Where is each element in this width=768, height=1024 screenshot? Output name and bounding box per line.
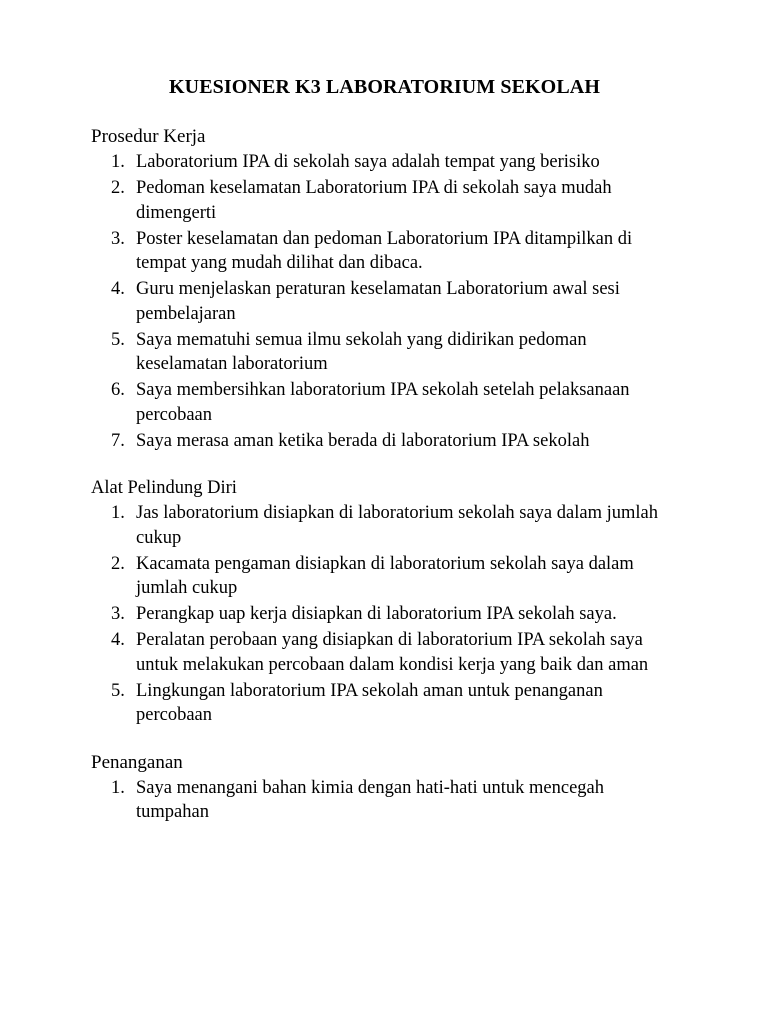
- item-text: Guru menjelaskan peraturan keselamatan Laboratorium awal sesi pembelajaran: [136, 279, 620, 324]
- section-alat-pelindung-diri: [91, 475, 678, 728]
- item-text: Kacamata pengaman disiapkan di laboratorium sekolah saya dalam jumlah cukup: [136, 553, 634, 598]
- list-item: [91, 429, 678, 454]
- question-list: [91, 776, 678, 825]
- list-item: [91, 176, 678, 225]
- section-heading: Alat Pelindung Diri: [91, 478, 237, 498]
- item-text: Poster keselamatan dan pedoman Laboratorium IPA ditampilkan di tempat yang mudah dilihat dan dibaca.: [136, 228, 633, 273]
- question-list: [91, 501, 678, 728]
- section-heading: Prosedur Kerja: [91, 126, 206, 147]
- item-text: Lingkungan laboratorium IPA sekolah aman untuk penanganan percobaan: [136, 680, 603, 725]
- item-number: 6.: [111, 380, 125, 400]
- item-text: Perangkap uap kerja disiapkan di laboratorium IPA sekolah saya.: [136, 604, 617, 624]
- item-number: 4.: [111, 630, 125, 650]
- item-number: 2.: [111, 178, 125, 198]
- list-item: [91, 227, 678, 276]
- section-penanganan: [91, 750, 678, 825]
- list-item: [91, 628, 678, 677]
- item-text: Peralatan perobaan yang disiapkan di laboratorium IPA sekolah saya untuk melakukan percobaan dalam kondisi kerja yang baik dan aman: [136, 630, 649, 675]
- item-number: 4.: [111, 279, 125, 299]
- list-item: [91, 150, 678, 175]
- item-text: Pedoman keselamatan Laboratorium IPA di sekolah saya mudah dimengerti: [136, 178, 612, 223]
- item-number: 5.: [111, 680, 125, 701]
- item-number: 1.: [111, 777, 125, 798]
- question-list: [91, 150, 678, 453]
- list-item: [91, 328, 678, 377]
- item-number: 2.: [111, 553, 125, 574]
- item-number: 7.: [111, 430, 125, 451]
- item-number: 5.: [111, 329, 125, 350]
- list-item: [91, 277, 678, 326]
- list-item: [91, 552, 678, 601]
- section-prosedur-kerja: [91, 124, 678, 453]
- item-text: Jas laboratorium disiapkan di laboratorium sekolah saya dalam jumlah cukup: [136, 503, 658, 548]
- item-number: 3.: [111, 604, 125, 624]
- item-number: 1.: [111, 152, 125, 172]
- item-number: 3.: [111, 228, 125, 249]
- item-text: Laboratorium IPA di sekolah saya adalah tempat yang berisiko: [136, 152, 600, 172]
- list-item: [91, 501, 678, 550]
- list-item: [91, 602, 678, 627]
- list-item: [91, 776, 678, 825]
- section-heading: Penanganan: [91, 751, 183, 773]
- document-title: KUESIONER K3 LABORATORIUM SEKOLAH: [169, 76, 600, 98]
- item-text: Saya merasa aman ketika berada di laboratorium IPA sekolah: [136, 430, 590, 451]
- item-text: Saya mematuhi semua ilmu sekolah yang didirikan pedoman keselamatan laboratorium: [136, 329, 587, 374]
- item-text: Saya membersihkan laboratorium IPA sekolah setelah pelaksanaan percobaan: [136, 380, 630, 425]
- item-number: 1.: [111, 503, 125, 523]
- list-item: [91, 679, 678, 728]
- list-item: [91, 378, 678, 427]
- item-text: Saya menangani bahan kimia dengan hati-hati untuk mencegah tumpahan: [136, 777, 604, 822]
